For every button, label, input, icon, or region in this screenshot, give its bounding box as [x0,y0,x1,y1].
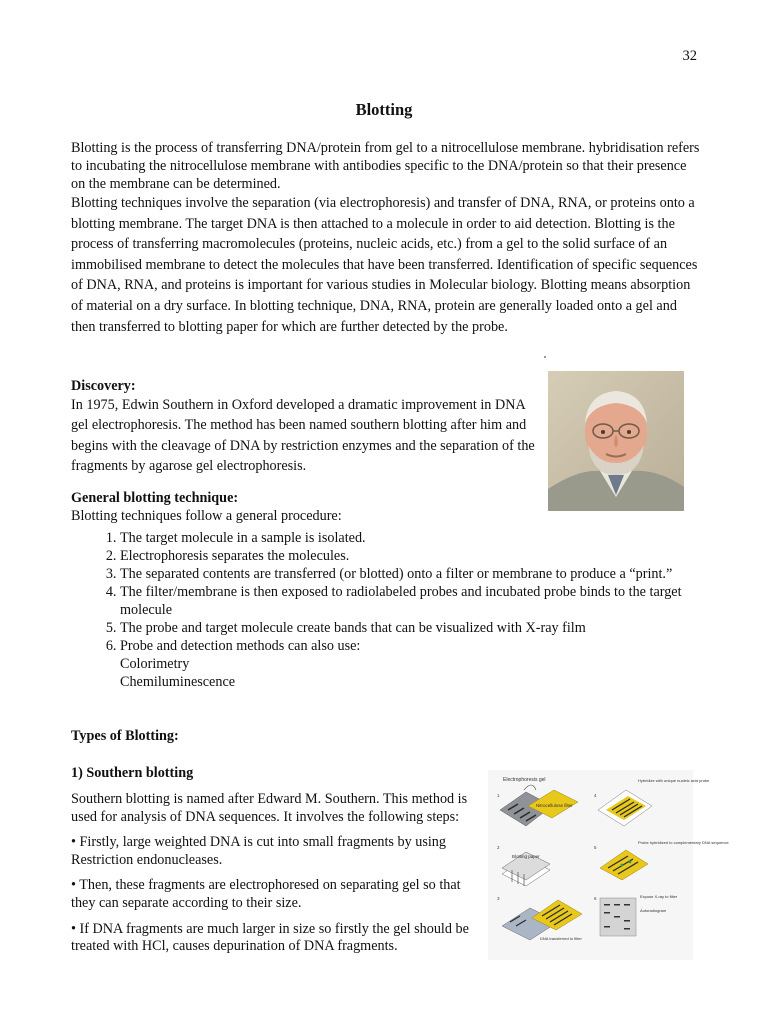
southern-bullet: • Firstly, large weighted DNA is cut into small fragments by using Restriction endonucleases. [71,834,446,868]
southern-bullet: • Then, these fragments are electrophoresed on separating gel so that they can separate according to their size. [71,877,461,911]
label-gel: Electrophoresis gel [503,777,546,783]
step-number: 3 [497,896,500,901]
step-number: 4 [594,793,597,798]
discovery-heading: Discovery: [71,378,136,394]
method-item: Colorimetry [120,656,190,672]
intro-section [71,139,701,337]
page-number: 32 [682,48,697,64]
types-heading: Types of Blotting: [71,728,179,744]
step-number: 6 [594,896,597,901]
southern-blot-diagram [488,770,729,960]
procedure-list [71,529,691,691]
intro-paragraph-2: Blotting techniques involve the separation (via electrophoresis) and transfer of DNA, RNA, or proteins onto a blotting membrane. The target DNA is then attached to a molecule in order to aid detection. Blotting is the process of transferring macromolecules (proteins, nucleic acids, etc.) from a gel to the solid surface of an immobilised membrane to detect the molecules that have been transferred. Identification of specific sequences of DNA, RNA, and proteins is important for various studies in Molecular biology. Blotting means absorption of material on a dry surface. In blotting technique, DNA, RNA, protein are generally loaded onto a gel and then transferred to blotting paper for which are further detected by the probe. [71,195,698,335]
southern-heading: 1) Southern blotting [71,765,194,781]
discovery-body: In 1975, Edwin Southern in Oxford developed a dramatic improvement in DNA gel electrophoresis. The method has been named southern blotting after him and begins with the cleavage of DNA by restriction enzymes and the separation of the fragments by agarose gel electrophoresis. [71,397,535,475]
procedure-step: 2. Electrophoresis separates the molecules. [120,547,691,565]
procedure-step-text: Probe and detection methods can also use: [120,638,361,654]
general-lead: Blotting techniques follow a general procedure: [71,508,342,524]
label-filter: Nitrocellulose filter [536,803,573,808]
intro-paragraph-1: Blotting is the process of transferring DNA/protein from gel to a nitrocellulose membrane. hybridisation refers to incubating the nitrocellulose membrane with antibodies specific to the DNA/protein so that their presence on the membrane can be determined. [71,140,700,192]
procedure-step [120,637,691,691]
label-hybridize: Hybridize with unique nucleic acid probe [638,778,710,783]
procedure-step: 1. The target molecule in a sample is isolated. [120,529,691,547]
general-technique-section [71,489,691,691]
label-autoradiogram: Autoradiogram [640,908,667,913]
southern-paragraph: Southern blotting is named after Edward M. Southern. This method is used for analysis of DNA sequences. It involves the following steps: [71,791,468,825]
procedure-step: 4. The filter/membrane is then exposed to radiolabeled probes and incubated probe binds to the target molecule [120,583,691,619]
detection-methods [120,655,691,691]
procedure-step: 5. The probe and target molecule create bands that can be visualized with X-ray film [120,619,691,637]
general-heading: General blotting technique: [71,490,239,506]
label-probe: Probe hybridized to complementary DNA sequence [638,840,729,845]
procedure-step: 3. The separated contents are transferred (or blotted) onto a filter or membrane to produce a “print.” [120,565,691,583]
step-number: 5 [594,845,597,850]
scan-dot [544,356,546,358]
step-number: 1 [497,793,500,798]
label-paper: Blotting paper [512,854,540,859]
southern-section [71,791,486,964]
step-number: 2 [497,845,500,850]
label-expose: Expose X-ray to filter [640,894,678,899]
discovery-section [71,377,541,477]
method-item: Chemiluminescence [120,674,236,690]
page-title: Blotting [355,100,413,119]
southern-bullet: • If DNA fragments are much larger in size so firstly the gel should be treated with HCl, causes depurination of DNA fragments. [71,920,469,955]
label-transfer: DNA transferred to filter [540,936,582,941]
